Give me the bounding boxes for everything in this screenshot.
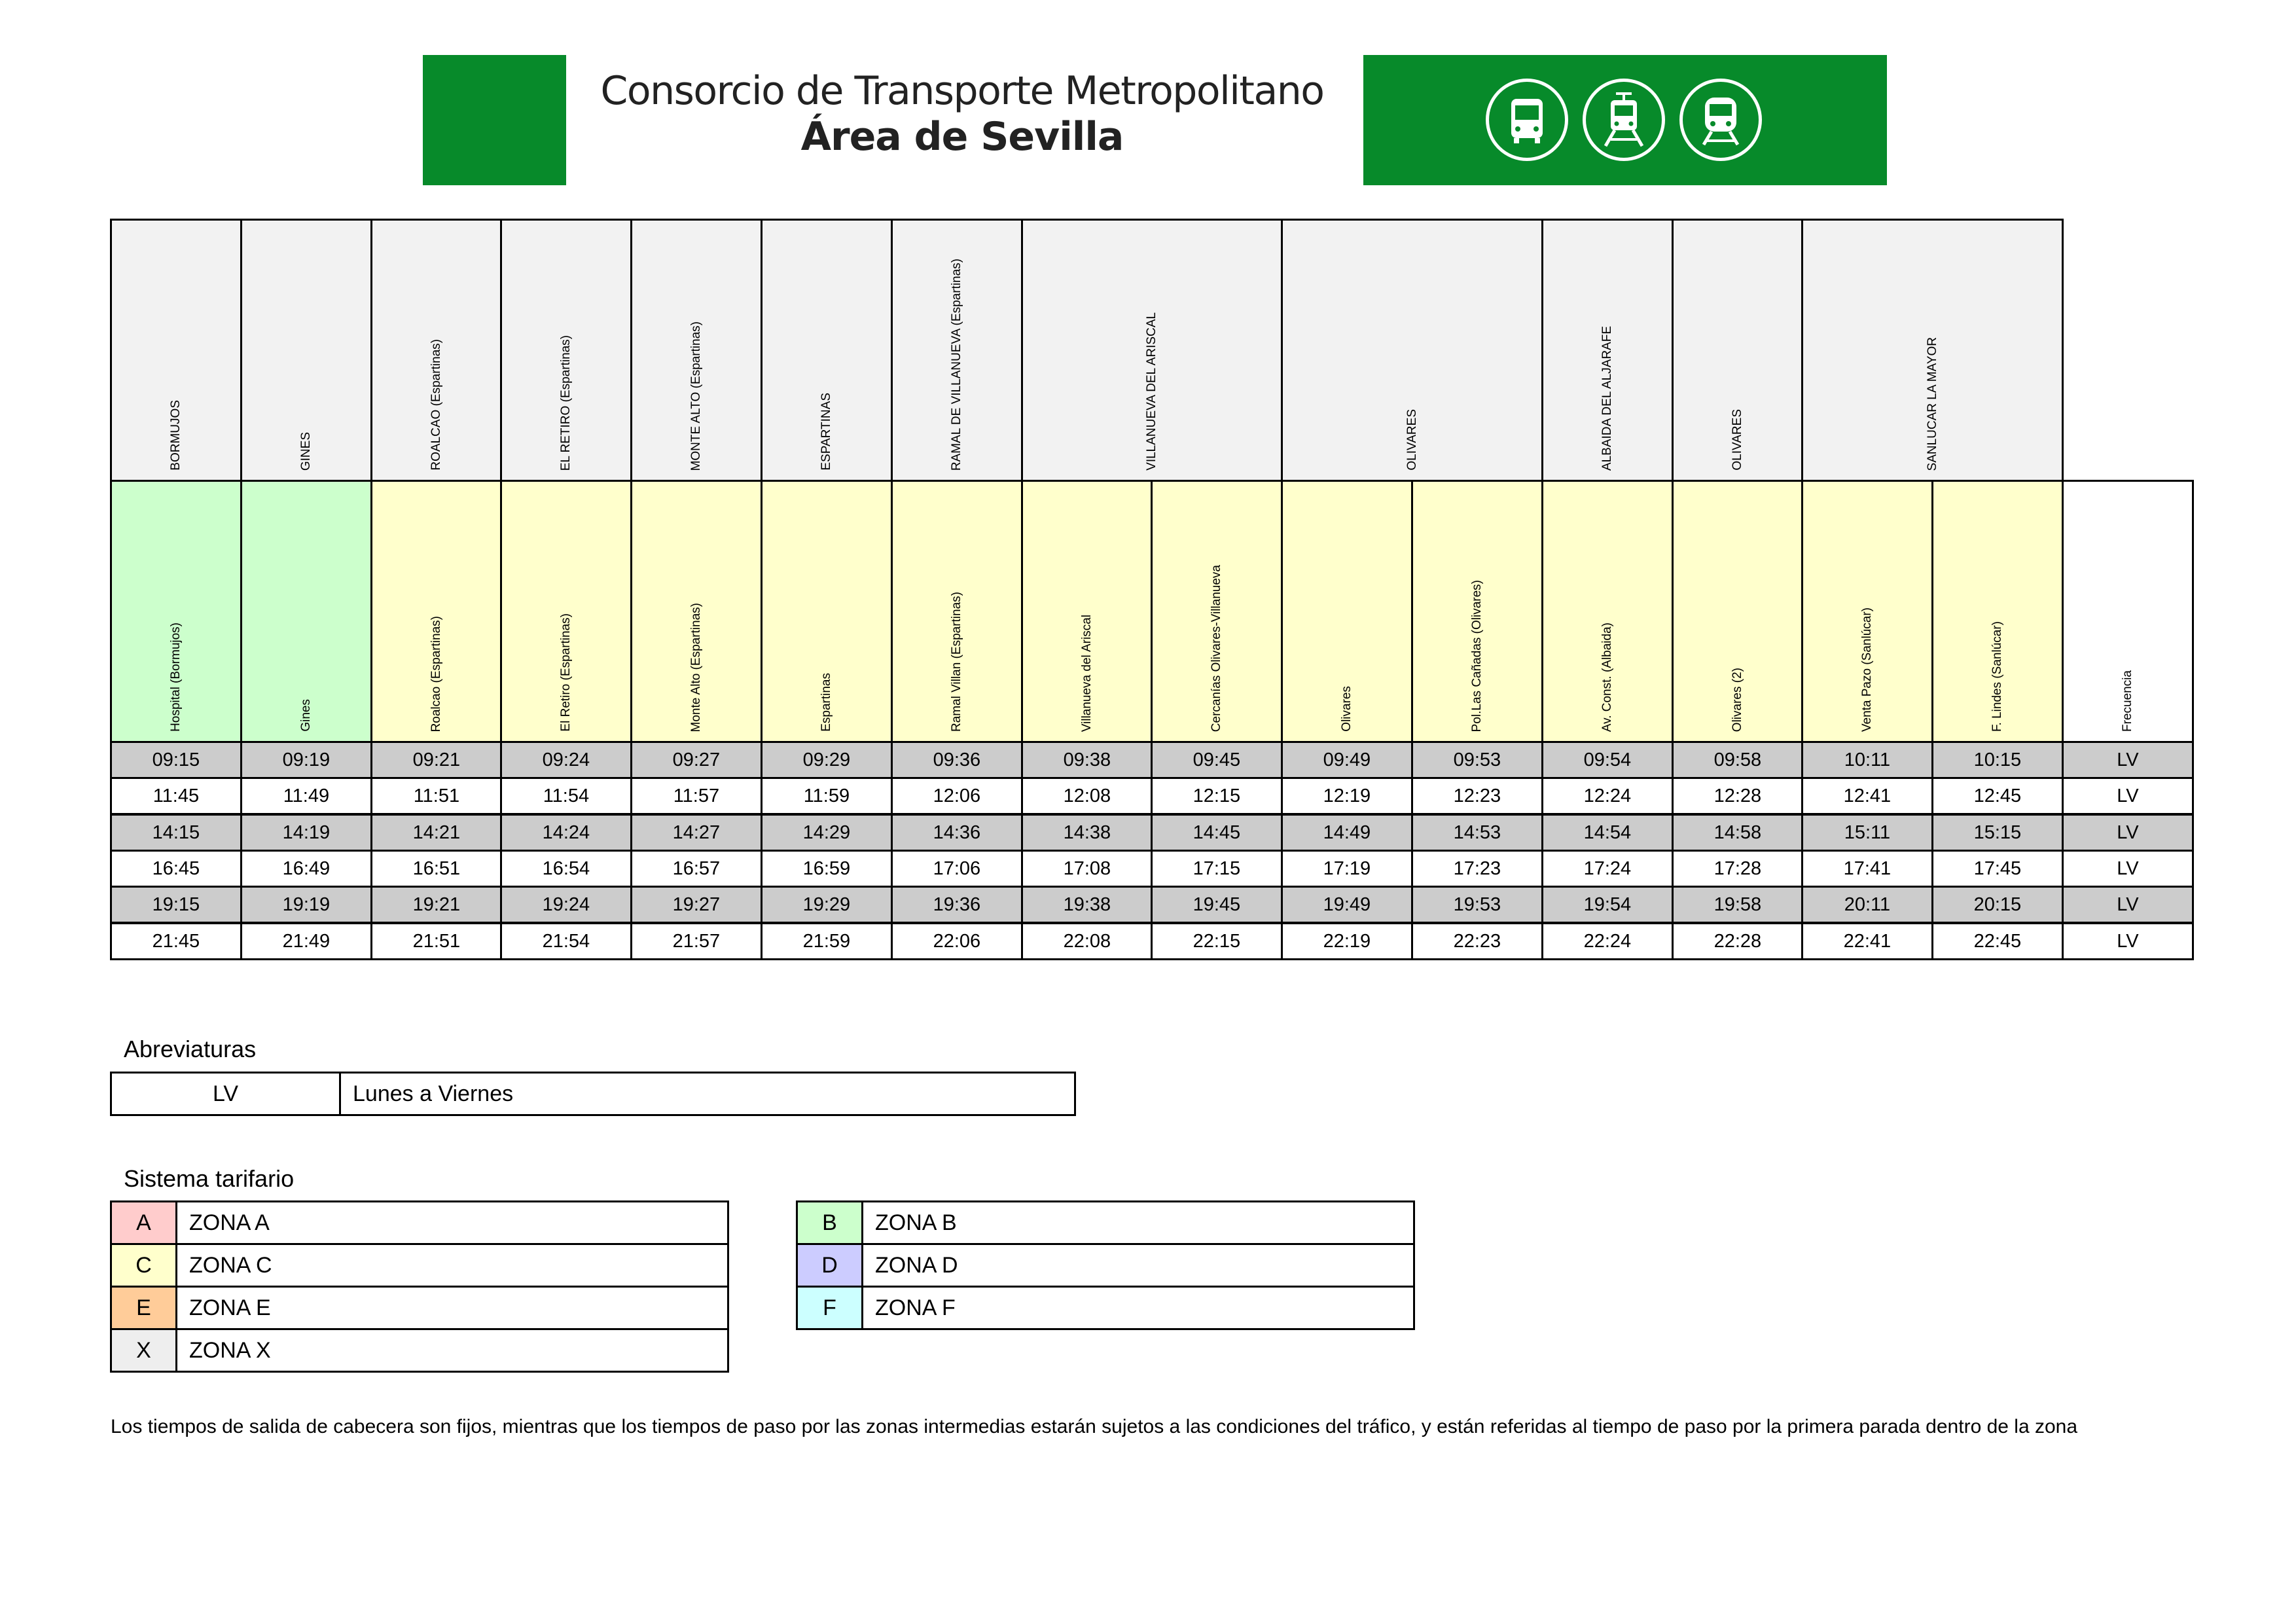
time-cell: 16:59 [761, 850, 893, 888]
stop-label: Pol.Las Cañadas (Olivares) [1469, 579, 1484, 732]
time-cell: 12:23 [1411, 777, 1543, 815]
time-cell: 17:45 [1931, 850, 2064, 888]
municipality-label: ROALCAO (Espartinas) [429, 339, 443, 471]
zone-label: ZONA X [175, 1328, 729, 1373]
stop-label: Av. Const. (Albaida) [1600, 622, 1614, 732]
time-cell: 22:15 [1151, 922, 1283, 960]
municipality-label: RAMAL DE VILLANUEVA (Espartinas) [950, 258, 963, 471]
zone-code-swatch: D [796, 1243, 863, 1288]
stop-label: Cercanías Olivares-Villanueva [1209, 564, 1223, 732]
zone-label: ZONA F [861, 1286, 1415, 1330]
stop-label: Monte Alto (Espartinas) [689, 602, 703, 732]
frequency-cell: LV [2062, 886, 2194, 924]
time-cell: 11:59 [761, 777, 893, 815]
time-cell: 09:38 [1021, 741, 1153, 779]
time-cell: 22:45 [1931, 922, 2064, 960]
time-cell: 17:19 [1281, 850, 1413, 888]
fare-system-title: Sistema tarifario [124, 1165, 295, 1192]
time-cell: 19:49 [1281, 886, 1413, 924]
time-cell: 19:36 [891, 886, 1023, 924]
time-cell: 19:54 [1541, 886, 1674, 924]
stop-label: Olivares (2) [1730, 667, 1744, 732]
time-cell: 17:08 [1021, 850, 1153, 888]
time-cell: 16:49 [240, 850, 372, 888]
time-cell: 22:41 [1801, 922, 1933, 960]
stop-label: Ramal Villan (Espartinas) [949, 591, 963, 732]
time-cell: 16:57 [630, 850, 762, 888]
time-cell: 19:53 [1411, 886, 1543, 924]
time-cell: 09:29 [761, 741, 893, 779]
time-cell: 14:54 [1541, 814, 1674, 852]
time-cell: 21:45 [110, 922, 242, 960]
zone-code-swatch: B [796, 1200, 863, 1245]
municipality-label: SANLUCAR LA MAYOR [1925, 336, 1939, 471]
time-cell: 22:28 [1672, 922, 1804, 960]
time-cell: 09:49 [1281, 741, 1413, 779]
time-cell: 21:57 [630, 922, 762, 960]
time-cell: 14:15 [110, 814, 242, 852]
municipality-label: GINES [299, 431, 313, 471]
time-cell: 19:29 [761, 886, 893, 924]
stop-label: Frecuencia [2120, 670, 2134, 732]
time-cell: 11:49 [240, 777, 372, 815]
abbreviations-title: Abreviaturas [124, 1036, 257, 1062]
time-cell: 19:58 [1672, 886, 1804, 924]
time-cell: 22:24 [1541, 922, 1674, 960]
zone-code-swatch: E [110, 1286, 177, 1330]
time-cell: 17:23 [1411, 850, 1543, 888]
time-cell: 10:15 [1931, 741, 2064, 779]
time-cell: 20:11 [1801, 886, 1933, 924]
time-cell: 09:58 [1672, 741, 1804, 779]
time-cell: 09:19 [240, 741, 372, 779]
stop-label: Venta Pazo (Sanlúcar) [1859, 607, 1874, 732]
time-cell: 19:45 [1151, 886, 1283, 924]
zone-label: ZONA D [861, 1243, 1415, 1288]
time-cell: 15:11 [1801, 814, 1933, 852]
stop-label: El Retiro (Espartinas) [558, 613, 573, 732]
time-cell: 19:24 [500, 886, 632, 924]
time-cell: 22:06 [891, 922, 1023, 960]
time-cell: 11:51 [370, 777, 503, 815]
frequency-cell: LV [2062, 814, 2194, 852]
time-cell: 09:27 [630, 741, 762, 779]
time-cell: 19:27 [630, 886, 762, 924]
zone-code-swatch: X [110, 1328, 177, 1373]
frequency-cell: LV [2062, 777, 2194, 815]
time-cell: 12:19 [1281, 777, 1413, 815]
time-cell: 10:11 [1801, 741, 1933, 779]
time-cell: 12:06 [891, 777, 1023, 815]
stop-label: Villanueva del Ariscal [1079, 614, 1094, 732]
time-cell: 14:29 [761, 814, 893, 852]
zone-label: ZONA A [175, 1200, 729, 1245]
time-cell: 12:24 [1541, 777, 1674, 815]
zone-code-swatch: C [110, 1243, 177, 1288]
time-cell: 14:21 [370, 814, 503, 852]
time-cell: 09:54 [1541, 741, 1674, 779]
time-cell: 16:45 [110, 850, 242, 888]
time-cell: 12:08 [1021, 777, 1153, 815]
abbr-meaning: Lunes a Viernes [339, 1072, 1076, 1116]
stop-label: Gines [298, 699, 313, 732]
time-cell: 12:15 [1151, 777, 1283, 815]
time-cell: 14:53 [1411, 814, 1543, 852]
footnote: Los tiempos de salida de cabecera son fijos, mientras que los tiempos de paso por las zonas intermedias estarán sujetos a las condiciones del tráfico, y están referidas al tiempo de paso por la primera parada dentro de la zona [111, 1416, 2078, 1437]
time-cell: 14:19 [240, 814, 372, 852]
time-cell: 12:41 [1801, 777, 1933, 815]
time-cell: 17:28 [1672, 850, 1804, 888]
time-cell: 20:15 [1931, 886, 2064, 924]
stop-label: Roalcao (Espartinas) [429, 615, 443, 732]
time-cell: 22:19 [1281, 922, 1413, 960]
time-cell: 12:28 [1672, 777, 1804, 815]
org-name-line1: Consorcio de Transporte Metropolitano [600, 68, 1324, 114]
time-cell: 16:54 [500, 850, 632, 888]
municipality-label: ALBAIDA DEL ALJARAFE [1600, 325, 1614, 471]
time-cell: 19:21 [370, 886, 503, 924]
time-cell: 17:41 [1801, 850, 1933, 888]
org-name-line2: Área de Sevilla [800, 114, 1124, 160]
time-cell: 16:51 [370, 850, 503, 888]
stop-label: Espartinas [819, 673, 833, 732]
time-cell: 09:36 [891, 741, 1023, 779]
time-cell: 17:24 [1541, 850, 1674, 888]
frequency-cell: LV [2062, 922, 2194, 960]
time-cell: 14:24 [500, 814, 632, 852]
time-cell: 19:19 [240, 886, 372, 924]
frequency-cell: LV [2062, 741, 2194, 779]
time-cell: 09:15 [110, 741, 242, 779]
municipality-label: MONTE ALTO (Espartinas) [689, 321, 703, 471]
time-cell: 14:27 [630, 814, 762, 852]
time-cell: 14:49 [1281, 814, 1413, 852]
zone-label: ZONA C [175, 1243, 729, 1288]
zone-label: ZONA B [861, 1200, 1415, 1245]
stop-label: F. Lindes (Sanlúcar) [1990, 621, 2004, 732]
zone-code-swatch: A [110, 1200, 177, 1245]
time-cell: 09:45 [1151, 741, 1283, 779]
time-cell: 14:58 [1672, 814, 1804, 852]
municipality-label: OLIVARES [1405, 409, 1419, 471]
time-cell: 09:21 [370, 741, 503, 779]
time-cell: 14:45 [1151, 814, 1283, 852]
zone-code-swatch: F [796, 1286, 863, 1330]
time-cell: 14:36 [891, 814, 1023, 852]
time-cell: 21:51 [370, 922, 503, 960]
municipality-label: ESPARTINAS [819, 393, 833, 471]
time-cell: 19:15 [110, 886, 242, 924]
time-cell: 11:54 [500, 777, 632, 815]
time-cell: 11:57 [630, 777, 762, 815]
time-cell: 11:45 [110, 777, 242, 815]
zone-label: ZONA E [175, 1286, 729, 1330]
time-cell: 19:38 [1021, 886, 1153, 924]
time-cell: 15:15 [1931, 814, 2064, 852]
time-cell: 09:53 [1411, 741, 1543, 779]
time-cell: 12:45 [1931, 777, 2064, 815]
municipality-label: BORMUJOS [169, 400, 183, 471]
time-cell: 21:49 [240, 922, 372, 960]
frequency-cell: LV [2062, 850, 2194, 888]
time-cell: 09:24 [500, 741, 632, 779]
time-cell: 21:59 [761, 922, 893, 960]
time-cell: 14:38 [1021, 814, 1153, 852]
time-cell: 17:15 [1151, 850, 1283, 888]
municipality-label: OLIVARES [1730, 409, 1744, 471]
stop-label: Hospital (Bormujos) [168, 623, 183, 732]
time-cell: 22:23 [1411, 922, 1543, 960]
municipality-label: VILLANUEVA DEL ARISCAL [1145, 312, 1158, 471]
time-cell: 22:08 [1021, 922, 1153, 960]
time-cell: 21:54 [500, 922, 632, 960]
time-cell: 17:06 [891, 850, 1023, 888]
abbr-code: LV [110, 1072, 341, 1116]
municipality-label: EL RETIRO (Espartinas) [559, 334, 573, 471]
stop-label: Olivares [1339, 686, 1354, 732]
